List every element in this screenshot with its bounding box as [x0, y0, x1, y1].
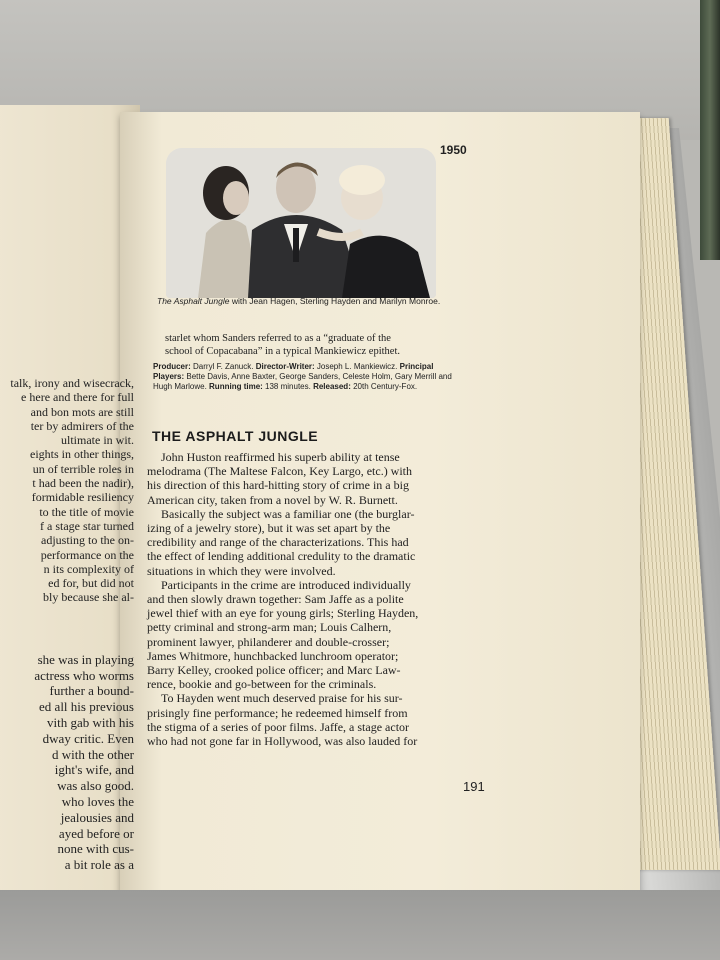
caption-film-title: The Asphalt Jungle	[157, 296, 230, 306]
body-line: credibility and range of the characterizations. This had	[147, 535, 409, 550]
left-line: ayed before or	[58, 825, 134, 841]
continuation-text	[165, 333, 460, 358]
photo-figures	[166, 148, 436, 298]
body-line: petty criminal and strong-arm man; Louis Calhern,	[147, 620, 392, 635]
body-line: Barry Kelley, crooked police officer; and Marc Law-	[147, 663, 401, 678]
body-line: jewel thief with an eye for young girls; Sterling Hayden,	[147, 606, 419, 621]
left-line: talk, irony and wisecrack,	[10, 376, 134, 390]
credit-value: Joseph L. Mankiewicz.	[314, 362, 400, 371]
left-line: e here and there for full	[21, 390, 134, 405]
credit-label: Running time:	[209, 382, 263, 391]
left-line: ight's wife, and	[54, 762, 134, 778]
left-line: dway critic. Even	[42, 730, 134, 746]
body-line: prisingly fine performance; he redeemed himself from	[147, 705, 408, 720]
left-line: formidable resiliency	[31, 490, 134, 505]
left-line: eights in other things,	[30, 447, 134, 462]
year-header: 1950	[440, 143, 467, 157]
body-line: Basically the subject was a familiar one (the burglar-	[161, 506, 415, 521]
left-line: actress who worms	[34, 667, 134, 683]
body-line: who had not gone far in Hollywood, was also lauded for	[147, 734, 418, 749]
left-line: bly because she al-	[43, 590, 134, 605]
left-line: vith gab with his	[46, 714, 134, 730]
left-line: ultimate in wit.	[61, 433, 134, 448]
body-line: izing of a jewelry store), but it was set apart by the	[147, 521, 391, 536]
page-number: 191	[463, 779, 485, 794]
left-line: f a stage star turned	[40, 518, 134, 533]
body-line: his direction of this hard-hitting story of crime in a big	[147, 478, 409, 493]
left-line: ed all his previous	[39, 699, 134, 715]
article-body	[147, 450, 492, 748]
body-line: situations in which they were involved.	[147, 563, 336, 578]
left-line: and bon mots are still	[30, 404, 134, 419]
left-line: d with the other	[52, 746, 134, 762]
body-line: prominent lawyer, philanderer and double-crosser;	[147, 634, 390, 649]
credit-value: Bette Davis, Anne Baxter, George Sanders, Celeste Holm, Gary Merrill and Hugh Marlowe.	[153, 372, 452, 391]
left-line: a bit role as a	[64, 857, 134, 873]
credit-label: Principal Players:	[153, 362, 434, 381]
body-line: the effect of lending additional credulity to the dramatic	[147, 549, 416, 564]
left-line: un of terrible roles in	[32, 461, 134, 476]
left-line: ter by admirers of the	[30, 418, 134, 433]
left-line: further a bound-	[49, 683, 134, 699]
text-line: starlet whom Sanders referred to as a “graduate of the	[165, 333, 391, 344]
credit-label: Director-Writer:	[255, 362, 315, 371]
left-line: none with cus-	[57, 841, 134, 857]
film-credits	[153, 362, 453, 392]
left-line: jealousies and	[60, 809, 134, 825]
credit-value: Darryl F. Zanuck.	[190, 362, 256, 371]
body-line: John Huston reaffirmed his superb ability at tense	[161, 450, 400, 464]
left-line: performance on the	[40, 547, 134, 562]
credit-label: Released:	[313, 382, 351, 391]
left-page-text	[0, 376, 134, 873]
left-line: she was in playing	[37, 651, 134, 667]
body-line: melodrama (The Maltese Falcon, Key Largo, etc.) with	[147, 464, 413, 479]
left-line: was also good.	[57, 778, 134, 794]
body-line: Participants in the crime are introduced individually	[161, 577, 411, 592]
body-line: rence, bookie and go-between for the criminals.	[147, 677, 377, 692]
text-line: school of Copacabana” in a typical Mankiewicz epithet.	[165, 345, 400, 357]
left-line: who loves the	[61, 793, 134, 809]
body-line: American city, taken from a novel by W. R. Burnett.	[147, 492, 398, 507]
film-still-photo	[166, 148, 436, 298]
credit-value: 138 minutes.	[262, 382, 314, 391]
bottom-surface	[0, 890, 720, 960]
credit-label: Producer:	[153, 362, 191, 371]
body-line: the stigma of a series of poor films. Jaffe, a stage actor	[147, 719, 410, 734]
body-line: To Hayden went much deserved praise for his sur-	[161, 691, 403, 706]
left-line: to the title of movie	[39, 504, 134, 519]
left-line: t had been the nadir),	[32, 476, 134, 491]
section-heading: THE ASPHALT JUNGLE	[152, 428, 319, 444]
body-line: and then slowly drawn together: Sam Jaffe as a polite	[147, 592, 404, 607]
credit-value: 20th Century-Fox.	[350, 382, 418, 391]
book-spine-edge	[700, 0, 720, 260]
left-line: ed for, but did not	[48, 576, 134, 591]
left-line: adjusting to the on-	[41, 533, 134, 548]
left-line: n its complexity of	[43, 561, 134, 576]
body-line: James Whitmore, hunchbacked lunchroom operator;	[147, 648, 399, 663]
photo-caption	[157, 296, 447, 307]
caption-text: with Jean Hagen, Sterling Hayden and Marilyn Monroe.	[229, 296, 441, 306]
